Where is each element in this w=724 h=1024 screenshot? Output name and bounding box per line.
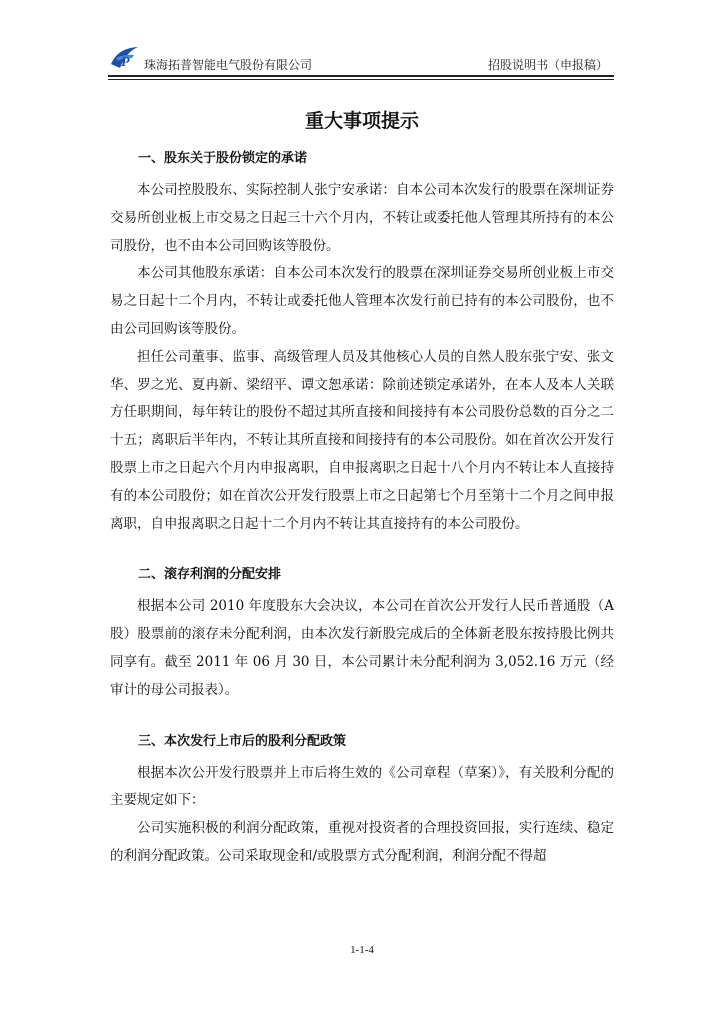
header-rule-thick xyxy=(108,75,614,77)
section-heading: 一、股东关于股份锁定的承诺 xyxy=(138,151,308,166)
paragraph: 本公司其他股东承诺：自本公司本次发行的股票在深圳证券交易所创业板上市交易之日起十二个月内，不转让或委托他人管理本次发行前已持有的本公司股份，也不由公司回购该等股份。 xyxy=(110,265,614,337)
header-rule-thin xyxy=(108,79,614,80)
section-heading: 三、本次发行上市后的股利分配政策 xyxy=(138,733,347,749)
paragraph: 担任公司董事、监事、高级管理人员及其他核心人员的自然人股东张宁安、张文华、罗之光、夏冉新、梁绍平、谭文恕承诺：除前述锁定承诺外，在本人及本人关联方任职期间，每年转让的股份不超过其所直接和间接持有本公司股份总数的百分之二十五；离职后半年内，不转让其所直接和间接持有的本公司股份。如在首次公开发行股票上市之日起六个月内申报离职，自申报离职之日起十八个月内不转让本人直接持有的本公司股份；如在首次公开发行股票上市之日起第七个月至第十二个月之间申报离职，自申报离职之日起十二个月内不转让其直接持有的本公司股份。 xyxy=(110,348,614,532)
paragraph: 根据本公司 2010 年度股东大会决议，本公司在首次公开发行人民币普通股（A 股）股票前的滚存未分配利润，由本次发行新股完成后的全体新老股东按持股比例共同享有。截至 2011 年 06 月 30 日，本公司累计未分配利润为 3,052.16 万元（经审计的母公司报表）。 xyxy=(110,598,614,698)
company-logo-icon xyxy=(108,44,142,72)
page-number: 1-1-4 xyxy=(350,944,374,956)
page-content xyxy=(110,150,614,871)
page-header xyxy=(108,44,614,74)
document-type: 招股说明书（申报稿） xyxy=(487,58,608,72)
section-dividend-policy xyxy=(110,733,614,871)
paragraph: 公司实施积极的利润分配政策，重视对投资者的合理投资回报，实行连续、稳定的利润分配政策。公司采取现金和/或股票方式分配利润，利润分配不得超 xyxy=(110,820,614,864)
paragraph: 根据本次公开发行股票并上市后将生效的《公司章程（草案）》，有关股利分配的主要规定如下： xyxy=(110,764,614,809)
paragraph: 本公司控股股东、实际控制人张宁安承诺：自本公司本次发行的股票在深圳证券交易所创业板上市交易之日起三十六个月内，不转让或委托他人管理其所持有的本公司股份，也不由本公司回购该等股份。 xyxy=(110,182,614,254)
page-title: 重大事项提示 xyxy=(304,110,419,132)
svg-text:P: P xyxy=(121,55,130,70)
section-retained-profit xyxy=(110,566,614,704)
section-share-lockup xyxy=(110,150,614,538)
company-name: 珠海拓普智能电气股份有限公司 xyxy=(144,58,313,72)
section-heading: 二、滚存利润的分配安排 xyxy=(138,567,282,583)
